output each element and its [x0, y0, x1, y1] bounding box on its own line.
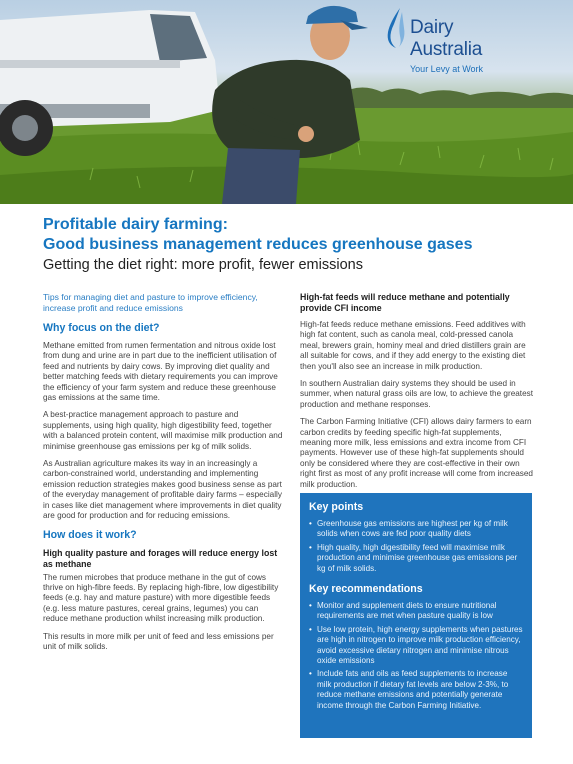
- logo-tagline: Your Levy at Work: [410, 64, 484, 74]
- paragraph: This results in more milk per unit of feed and less emissions per unit of milk solids.: [43, 631, 274, 651]
- list-item: • Greenhouse gas emissions are highest per kg of milk solids when cows are fed poor quality diets: [309, 519, 523, 540]
- section-heading-why: Why focus on the diet?: [43, 322, 160, 334]
- key-points-list: [309, 519, 523, 574]
- paragraph: High-fat feeds reduce methane emissions. Feed additives with high fat content, such as canola meal, cold-pressed canola meal, brewers grain, hominy meal and dried distillers grain are all suitable for cows, and if they add energy to the existing diet then you'll also see an increase in milk production.: [300, 320, 526, 371]
- list-item: • Monitor and supplement diets to ensure nutritional requirements are met when pasture quality is low: [309, 601, 523, 622]
- hero-photo: [0, 0, 573, 204]
- paragraph: As Australian agriculture makes its way in an increasingly a carbon-constrained world, understanding and implementing emission reduction strategies makes good business sense as part of the everyday management of profitable dairy farms – especially in cases like diet management where improvements in diet quality are good for production and for reducing emissions.: [43, 459, 282, 521]
- dairy-australia-logo[interactable]: [380, 6, 510, 78]
- paragraph: Methane emitted from rumen fermentation and nitrous oxide lost from dung and urine are in part due to the inefficient utilisation of feed and nutrients by dairy cows. By improving diet quality and better matching feeds with dietary requirements you can improve the efficiency of your farm system and reduce these greenhouse gas emissions at the same time.: [43, 341, 278, 403]
- list-item: • Include fats and oils as feed supplements to increase milk production if dietary fat levels are below 2-3%, to reduce methane emissions and potentially generate income through the Carbon Farming Initiative.: [309, 669, 523, 711]
- page-title-line2: Good business management reduces greenhouse gases: [43, 236, 473, 253]
- paragraph: The Carbon Farming Initiative (CFI) allows dairy farmers to earn carbon credits by feeding specific high-fat supplements, meaning more milk, less emissions and extra income from CFI payments. However use of these high-fat supplements should only be considered where they are cost-effective in their own right first as most of any profit increase will come from increased milk production.: [300, 417, 533, 489]
- paragraph: The rumen microbes that produce methane in the gut of cows thrive on high-fibre feeds. By replacing high-fibre, low digestibility feeds (e.g. hay and mature pasture) with more digestible feeds (e.g. less mature pastures, cereal grains, legumes) you can reduce methane production whilst increasing milk production.: [43, 572, 279, 624]
- logo-word-australia: Australia: [410, 39, 483, 60]
- intro-text: Tips for managing diet and pasture to improve efficiency, increase profit and reduce emissions: [43, 292, 258, 313]
- list-item: • Use low protein, high energy supplements when pastures are high in nitrogen to improve milk production efficiency, avoid excessive dietary nitrogen and minimise nitrous oxide emissions: [309, 625, 523, 667]
- left-column: [43, 292, 283, 659]
- subheading-high-fat: High-fat feeds will reduce methane and potentially provide CFI income: [300, 292, 510, 313]
- logo-word-dairy: Dairy: [410, 17, 454, 38]
- paragraph: In southern Australian dairy systems they should be used in summer, when natural grass oils are low, to achieve the greatest production and methane responses.: [300, 379, 534, 409]
- list-item: • High quality, high digestibility feed will maximise milk production and minimise greenhouse gas emissions per kg of milk solids.: [309, 543, 523, 574]
- paragraph: A best-practice management approach to pasture and supplements, using high quality, high digestibility feed, together with a balanced protein content, will maximise milk production and minimise greenhouse gas emissions per kg of milk solids.: [43, 410, 283, 451]
- key-points-box: [300, 493, 532, 738]
- key-recommendations-list: [309, 601, 523, 711]
- page-subtitle: Getting the diet right: more profit, fewer emissions: [43, 257, 363, 273]
- right-column: [300, 292, 535, 497]
- section-heading-how: How does it work?: [43, 528, 137, 541]
- key-recommendations-heading: Key recommendations: [309, 583, 423, 596]
- page-title-line1: Profitable dairy farming:: [43, 216, 228, 233]
- subheading-pasture: High quality pasture and forages will reduce energy lost as methane: [43, 547, 278, 569]
- key-points-heading: Key points: [309, 501, 364, 513]
- droplet-icon: [380, 6, 406, 50]
